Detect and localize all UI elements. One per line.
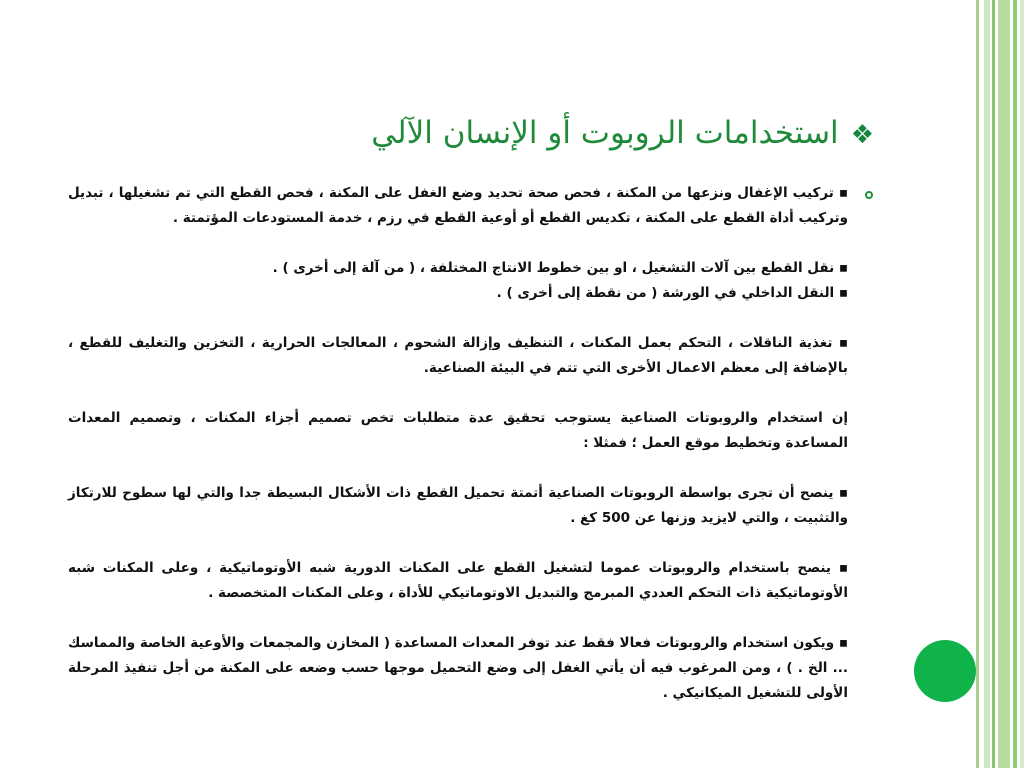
paragraph: إن استخدام والروبوتات الصناعية يستوجب تحقيق عدة متطلبات تخص تصميم أجزاء المكنات ، وتصميم المعدات المساعدة وتخطيط موقع العمل ؛ فمثلا : bbox=[68, 410, 848, 451]
stripe bbox=[998, 0, 1010, 768]
paragraph: ▪ تركيب الإغفال ونزعها من المكنة ، فحص صحة تحديد وضع الغفل على المكنة ، فحص القطع التي تم تشغيلها ، تبديل وتركيب أداة القطع على المكنة ، تكديس القطع أو أوعية القطع في رزم ، خدمة المستودعات المؤتمتة . bbox=[68, 185, 848, 226]
stripe bbox=[992, 0, 995, 768]
stripe bbox=[1013, 0, 1017, 768]
paragraph-spacer bbox=[68, 381, 848, 406]
stripe bbox=[1020, 0, 1024, 768]
slide-title-text: استخدامات الروبوت أو الإنسان الآلي bbox=[371, 115, 839, 151]
slide-body bbox=[68, 181, 848, 706]
paragraph: ▪ النقل الداخلي في الورشة ( من نقطة إلى أخرى ) . bbox=[496, 285, 848, 301]
paragraph: ▪ تغذية الناقلات ، التحكم بعمل المكنات ، التنظيف وإزالة الشحوم ، المعالجات الحرارية ، التخزين والتغليف للقطع ، بالإضافة إلى معظم الاعمال الأخرى التي تتم في البيئة الصناعية. bbox=[68, 335, 848, 376]
paragraph: ▪ ينصح باستخدام والروبوتات عموما لتشغيل القطع على المكنات الدورية شبه الأوتوماتيكية ، وعلى المكنات شبه الأوتوماتيكية ذات التحكم العددي المبرمج والتبديل الاوتوماتيكي للأداة ، وعلى المكنات المتخصصة . bbox=[68, 560, 848, 601]
paragraph-spacer bbox=[68, 606, 848, 631]
paragraph: ▪ ينصح أن تجرى بواسطة الروبوتات الصناعية أتمتة تحميل القطع ذات الأشكال البسيطة جدا والتي لها سطوح للارتكاز والتثبيت ، والتي لايزيد وزنها عن 500 كغ . bbox=[68, 485, 848, 526]
slide-title bbox=[174, 108, 874, 160]
stripe bbox=[976, 0, 979, 768]
diamond-star-icon: ❖ bbox=[850, 120, 874, 150]
stripe bbox=[984, 0, 990, 768]
paragraph-spacer bbox=[68, 531, 848, 556]
paragraph-spacer bbox=[68, 306, 848, 331]
paragraph: ▪ ويكون استخدام والروبوتات فعالا فقط عند توفر المعدات المساعدة ( المخازن والمجمعات والأوعية الخاصة والمماسك ... الخ . ) ، ومن المرغوب فيه أن يأتي الغفل إلى وضع التحميل موجها حسب وضعه على المكنة من أجل تنفيذ المرحلة الأولى للتشغيل الميكانيكي . bbox=[68, 635, 848, 701]
paragraph: ▪ نقل القطع بين آلات التشغيل ، او بين خطوط الانتاج المختلفة ، ( من آلة إلى أخرى ) . bbox=[272, 260, 848, 276]
decorative-side-stripes bbox=[976, 0, 1024, 768]
paragraph-spacer bbox=[68, 231, 848, 256]
ring-bullet-icon bbox=[865, 191, 873, 199]
paragraph-spacer bbox=[68, 456, 848, 481]
green-circle-decoration bbox=[914, 640, 976, 702]
